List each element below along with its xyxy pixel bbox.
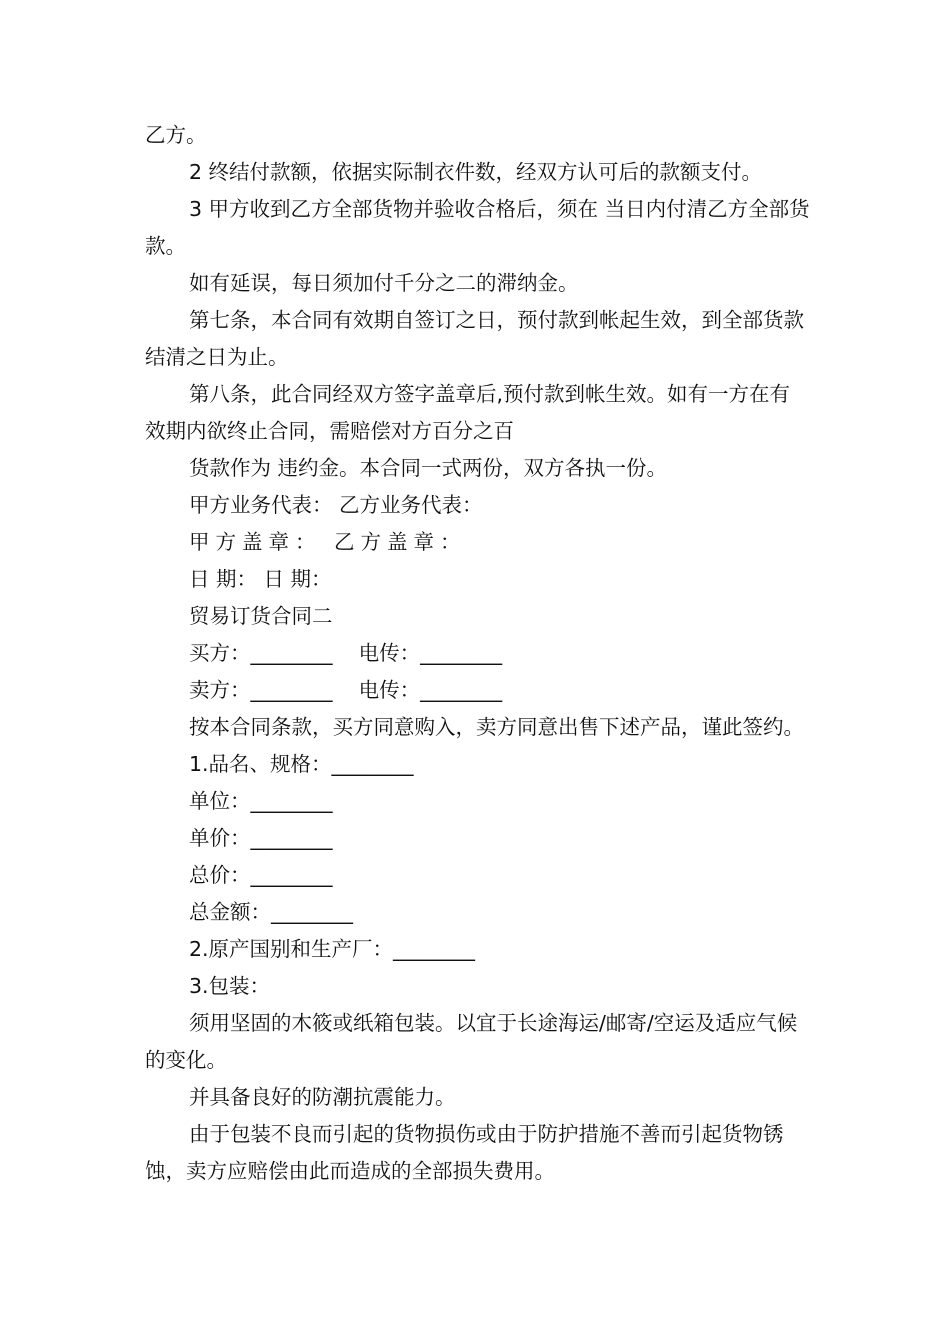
paragraph-unit-price: 单价：________ (189, 826, 333, 850)
paragraph-origin: 2.原产国别和生产厂：________ (189, 937, 476, 961)
paragraph-agreement: 按本合同条款，买方同意购入，卖方同意出售下述产品，谨此签约。 (189, 715, 804, 739)
document-body (145, 117, 810, 1190)
paragraph-seals: 甲方盖章： 乙方盖章： (189, 530, 467, 554)
paragraph-packing-heading: 3.包装： (189, 974, 271, 998)
paragraph-unit: 单位：________ (189, 789, 333, 813)
paragraph-packing-requirement: 须用坚固的木筱或纸箱包装。以宜于长途海运/邮寄/空运及适应气候的变化。 (145, 1011, 798, 1072)
paragraph-penalty: 货款作为 违约金。本合同一式两份，双方各执一份。 (189, 456, 668, 480)
paragraph-product-name: 1.品名、规格：________ (189, 752, 414, 776)
paragraph-buyer: 买方：________ 电传：________ (189, 641, 503, 665)
paragraph-late-fee: 如有延误，每日须加付千分之二的滞纳金。 (189, 271, 579, 295)
paragraph-damage-liability: 由于包装不良而引起的货物损伤或由于防护措施不善而引起货物锈蚀，卖方应赔偿由此而造成的全部损失费用。 (145, 1122, 784, 1183)
paragraph-dates: 日 期： 日 期： (189, 567, 332, 591)
paragraph-final-payment: 2 终结付款额，依据实际制衣件数，经双方认可后的款额支付。 (189, 160, 763, 184)
paragraph-party-b-tail: 乙方。 (145, 123, 207, 147)
paragraph-representatives: 甲方业务代表： 乙方业务代表： (189, 493, 483, 517)
paragraph-total-amount: 总金额：________ (189, 900, 353, 924)
paragraph-moisture-protection: 并具备良好的防潮抗震能力。 (189, 1085, 456, 1109)
paragraph-seller: 卖方：________ 电传：________ (189, 678, 503, 702)
paragraph-article-seven: 第七条，本合同有效期自签订之日，预付款到帐起生效，到全部货款结清之日为止。 (145, 308, 804, 369)
paragraph-total-price: 总价：________ (189, 863, 333, 887)
paragraph-payment-on-acceptance: 3 甲方收到乙方全部货物并验收合格后，须在 当日内付清乙方全部货款。 (145, 197, 810, 258)
paragraph-article-eight: 第八条，此合同经双方签字盖章后,预付款到帐生效。如有一方在有效期内欲终止合同，需赔偿对方百分之百 (145, 382, 791, 443)
section-title-contract-two: 贸易订货合同二 (189, 604, 333, 628)
